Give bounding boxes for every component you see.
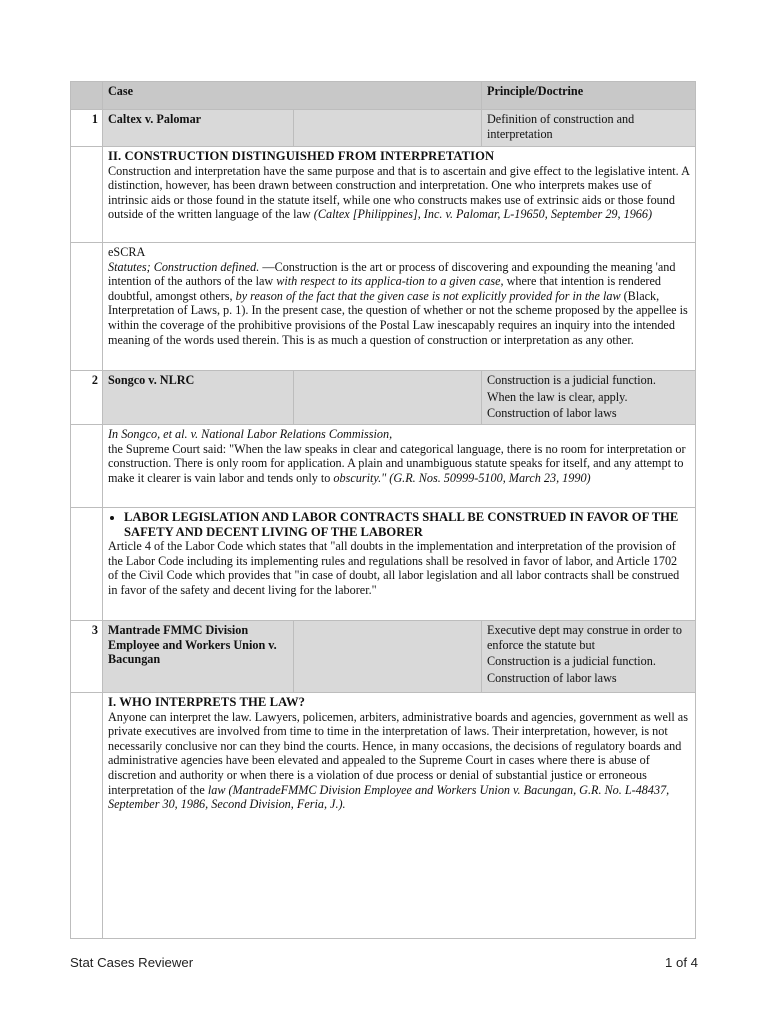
- escra-text: where that intention is rendered doubtful, amongst others,: [108, 274, 661, 303]
- blank-num-cell: [71, 693, 103, 939]
- blank-cell: [294, 371, 482, 425]
- principle-line: Executive dept may construe in order to enforce the statute but: [487, 623, 682, 652]
- cases-table-container: [70, 81, 695, 939]
- table-header-row: [71, 82, 696, 110]
- section-cell: [103, 147, 696, 243]
- quote-text: the Supreme Court said: "When the law speaks in clear and categorical language, there is no room for interpretation or construction. There is only room for application. A plain and unambiguous statute speaks for itself, and any attempt to make it clearer is vain labor and tends only to: [108, 441, 686, 485]
- section-body: [108, 710, 690, 812]
- blank-cell: [294, 110, 482, 147]
- blank-num-cell: [71, 425, 103, 508]
- section-title: I. WHO INTERPRETS THE LAW?: [108, 695, 306, 709]
- principle-line: Construction is a judicial function.: [487, 654, 656, 669]
- escra-text: is the art or process of discovering and expounding the meaning 'and intention of the authors of the law: [108, 259, 676, 289]
- case-name: Mantrade FMMC Division Employee and Workers Union v. Bacungan: [103, 621, 294, 693]
- section-body: [108, 164, 690, 222]
- escra-label: eSCRA: [108, 245, 146, 259]
- escra-text: by reason of the fact that the given case is not explicitly provided for in the law: [235, 288, 621, 303]
- escra-cell: [103, 243, 696, 371]
- principle-line: Construction of labor laws: [487, 406, 617, 421]
- escra-text: Statutes; Construction defined.: [108, 259, 260, 274]
- table-row: [71, 621, 696, 693]
- escra-text: —Construction: [259, 259, 338, 274]
- labor-cell: [103, 508, 696, 621]
- case-quote: [108, 442, 690, 486]
- songco-cell: [103, 425, 696, 508]
- citation: (Caltex [Philippines], Inc. v. Palomar, L-19650, September 29, 1966): [313, 207, 653, 222]
- table-row: [71, 243, 696, 371]
- table-row: [71, 147, 696, 243]
- principle-cell: [482, 621, 696, 693]
- section-text: Construction and interpretation have the same purpose and that is to ascertain and give effect to the legislative intent. A distinction, however, has been drawn between construction and interpretation. One who interprets makes use of intrinsic aids or those found in the statute itself, while one who constructs makes use of extrinsic aids or those found outside of the written language of the law: [108, 163, 690, 222]
- principle-line: When the law is clear, apply.: [487, 389, 628, 404]
- escra-text: with respect to its applica-tion to a given case,: [276, 274, 504, 289]
- quote-citation: obscurity." (G.R. Nos. 50999-5100, March 23, 1990): [333, 470, 591, 485]
- case-name: Caltex v. Palomar: [103, 110, 294, 147]
- bullet-body: Article 4 of the Labor Code which states that "all doubts in the implementation and interpretation of the provision of the Labor Code including its implementing rules and regulations shall be resolved in favor of labor, and Article 1702 of the Civil Code which provides that "in case of doubt, all labor legislation and all labor contracts shall be construed in favor of the safety and decent living for the laborer.": [108, 539, 680, 597]
- table-row: [71, 110, 696, 147]
- page-number: 1 of 4: [665, 955, 698, 970]
- principle-line: Construction of labor laws: [487, 670, 617, 685]
- blank-num-cell: [71, 147, 103, 243]
- row-number: 1: [71, 110, 103, 147]
- blank-num-cell: [71, 508, 103, 621]
- header-num-cell: [71, 82, 103, 110]
- principle-cell: [482, 110, 696, 147]
- citation: law (MantradeFMMC Division Employee and Workers Union v. Bacungan, G.R. No. L-48437, September 30, 1986, Second Division, Feria, J.).: [108, 782, 670, 812]
- footer-title: Stat Cases Reviewer: [70, 955, 194, 970]
- cases-table: [70, 81, 696, 939]
- blank-num-cell: [71, 243, 103, 371]
- blank-cell: [294, 621, 482, 693]
- section-cell: [103, 693, 696, 939]
- escra-text: (Black, Interpretation of Laws, p. 1). In the present case, the question of whether or not the scheme proposed by the appellee is within the coverage of the prohibitive provisions of the Postal Law inescapably requires an inquiry into the intended meaning of the words used therein. This is as much a question of construction or interpretation as any other.: [108, 288, 688, 347]
- principle-cell: [482, 371, 696, 425]
- case-intro: In Songco, et al. v. National Labor Relations Commission,: [108, 427, 393, 441]
- section-title: II. CONSTRUCTION DISTINGUISHED FROM INTERPRETATION: [108, 149, 495, 163]
- table-row: [71, 371, 696, 425]
- table-row: [71, 425, 696, 508]
- table-row: [71, 508, 696, 621]
- bullet-list: [108, 510, 690, 539]
- row-number: 2: [71, 371, 103, 425]
- table-row: [71, 693, 696, 939]
- header-principle: Principle/Doctrine: [482, 82, 696, 110]
- bullet-heading: • LABOR LEGISLATION AND LABOR CONTRACTS SHALL BE CONSTRUED IN FAVOR OF THE SAFETY AND DECENT LIVING OF THE LABORER: [124, 510, 690, 539]
- escra-body: [108, 260, 690, 348]
- case-name: Songco v. NLRC: [103, 371, 294, 425]
- principle-line: Construction is a judicial function.: [487, 373, 656, 387]
- header-case: Case: [103, 82, 482, 110]
- row-number: 3: [71, 621, 103, 693]
- section-text: Anyone can interpret the law. Lawyers, policemen, arbiters, administrative boards and agencies, government as well as private executives are involved from time to time in the interpretation of laws. Their interpretation, however, is not necessarily conclusive nor can they bind the courts. Hence, in many occasions, the decisions of regulatory boards and administrative agencies have been elevated and appealed to the Supreme Court in cases where there is abuse of discretion and authority or when there is a violation of due process or denial of substantial justice or erroneous interpretation of the: [108, 709, 688, 797]
- principle-line: Definition of construction and interpretation: [487, 112, 635, 141]
